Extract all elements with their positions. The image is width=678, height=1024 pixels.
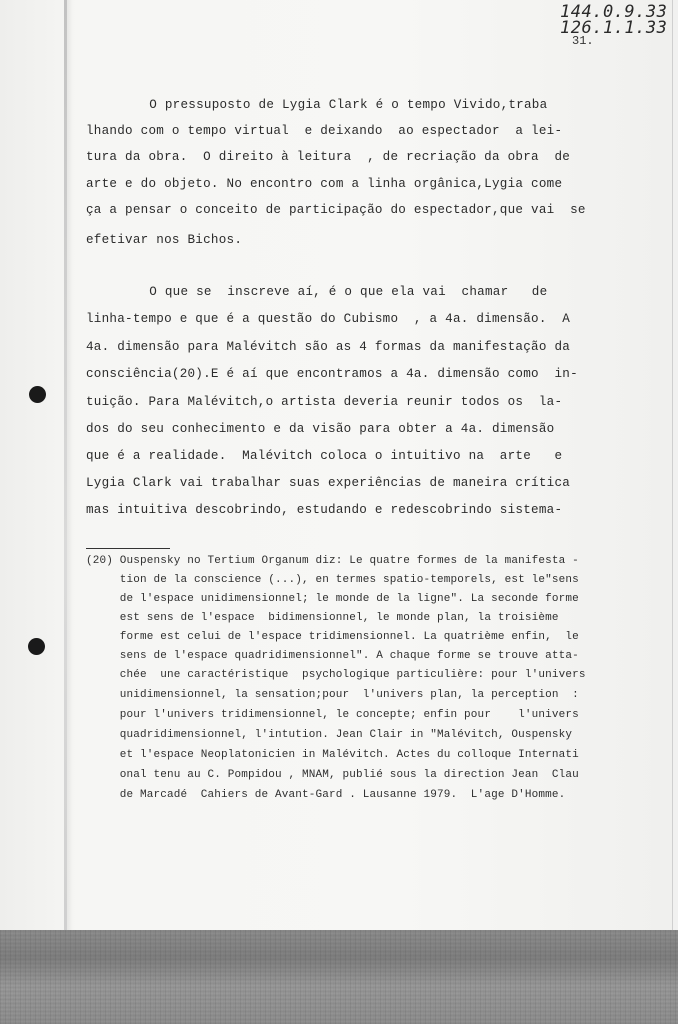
footnote-line: forme est celui de l'espace tridimensionnel. La quatrième enfin, le: [86, 631, 579, 643]
body-text-line: 4a. dimensão para Malévitch são as 4 formas da manifestação da: [86, 340, 571, 354]
footnote-line: unidimensionnel, la sensation;pour l'univers plan, la perception :: [86, 689, 579, 701]
body-text-line: ça a pensar o conceito de participação do espectador,que vai se: [86, 203, 586, 217]
footnote-line: sens de l'espace quadridimensionnel". A chaque forme se trouve atta-: [86, 650, 579, 662]
footnote-line: pour l'univers tridimensionnel, le concepte; enfin pour l'univers: [86, 709, 579, 721]
footnote-line: onal tenu au C. Pompidou , MNAM, publié sous la direction Jean Clau: [86, 769, 579, 781]
body-text-line: mas intuitiva descobrindo, estudando e redescobrindo sistema-: [86, 503, 563, 517]
body-text-line: que é a realidade. Malévitch coloca o intuitivo na arte e: [86, 449, 563, 463]
body-text-line: dos do seu conhecimento e da visão para obter a 4a. dimensão: [86, 422, 555, 436]
footnote-line: quadridimensionnel, l'intution. Jean Clair in "Malévitch, Ouspensky: [86, 729, 573, 741]
body-text-line: O que se inscreve aí, é o que ela vai chamar de: [118, 285, 548, 299]
footnote-line: est sens de l'espace bidimensionnel, le monde plan, la troisième: [86, 612, 559, 624]
archive-code-handwritten: 126.1.1.33: [560, 18, 668, 38]
body-text-line: Lygia Clark vai trabalhar suas experiências de maneira crítica: [86, 476, 571, 490]
archive-code-handwritten: 144.0.9.33: [560, 2, 668, 22]
body-text-line: tura da obra. O direito à leitura , de recriação da obra de: [86, 150, 571, 164]
page-number: 31.: [572, 34, 594, 48]
body-text-line: O pressuposto de Lygia Clark é o tempo Vivido,traba: [118, 98, 548, 112]
footnote-line: de Marcadé Cahiers de Avant-Gard . Lausanne 1979. L'age D'Homme.: [86, 789, 566, 801]
body-text-line: lhando com o tempo virtual e deixando ao espectador a lei-: [86, 124, 563, 138]
footnote-line: tion de la conscience (...), en termes spatio-temporels, est le"sens: [86, 574, 579, 586]
body-text-line: efetivar nos Bichos.: [86, 233, 243, 247]
body-text-line: linha-tempo e que é a questão do Cubismo , a 4a. dimensão. A: [86, 312, 571, 326]
scan-background-noise: [0, 930, 678, 1024]
footnote-line: de l'espace unidimensionnel; le monde de la ligne". La seconde forme: [86, 593, 579, 605]
footnote-line: et l'espace Neoplatonicien in Malévitch. Actes du colloque Internati: [86, 749, 579, 761]
body-text-line: tuição. Para Malévitch,o artista deveria reunir todos os la-: [86, 395, 563, 409]
footnote-line: chée une caractéristique psychologique particulière: pour l'univers: [86, 669, 586, 681]
body-text-line: consciência(20).E é aí que encontramos a 4a. dimensão como in-: [86, 367, 578, 381]
footnote-separator: [86, 548, 170, 549]
body-text-line: arte e do objeto. No encontro com a linha orgânica,Lygia come: [86, 177, 563, 191]
footnote-line: (20) Ouspensky no Tertium Organum diz: Le quatre formes de la manifesta -: [86, 555, 579, 567]
